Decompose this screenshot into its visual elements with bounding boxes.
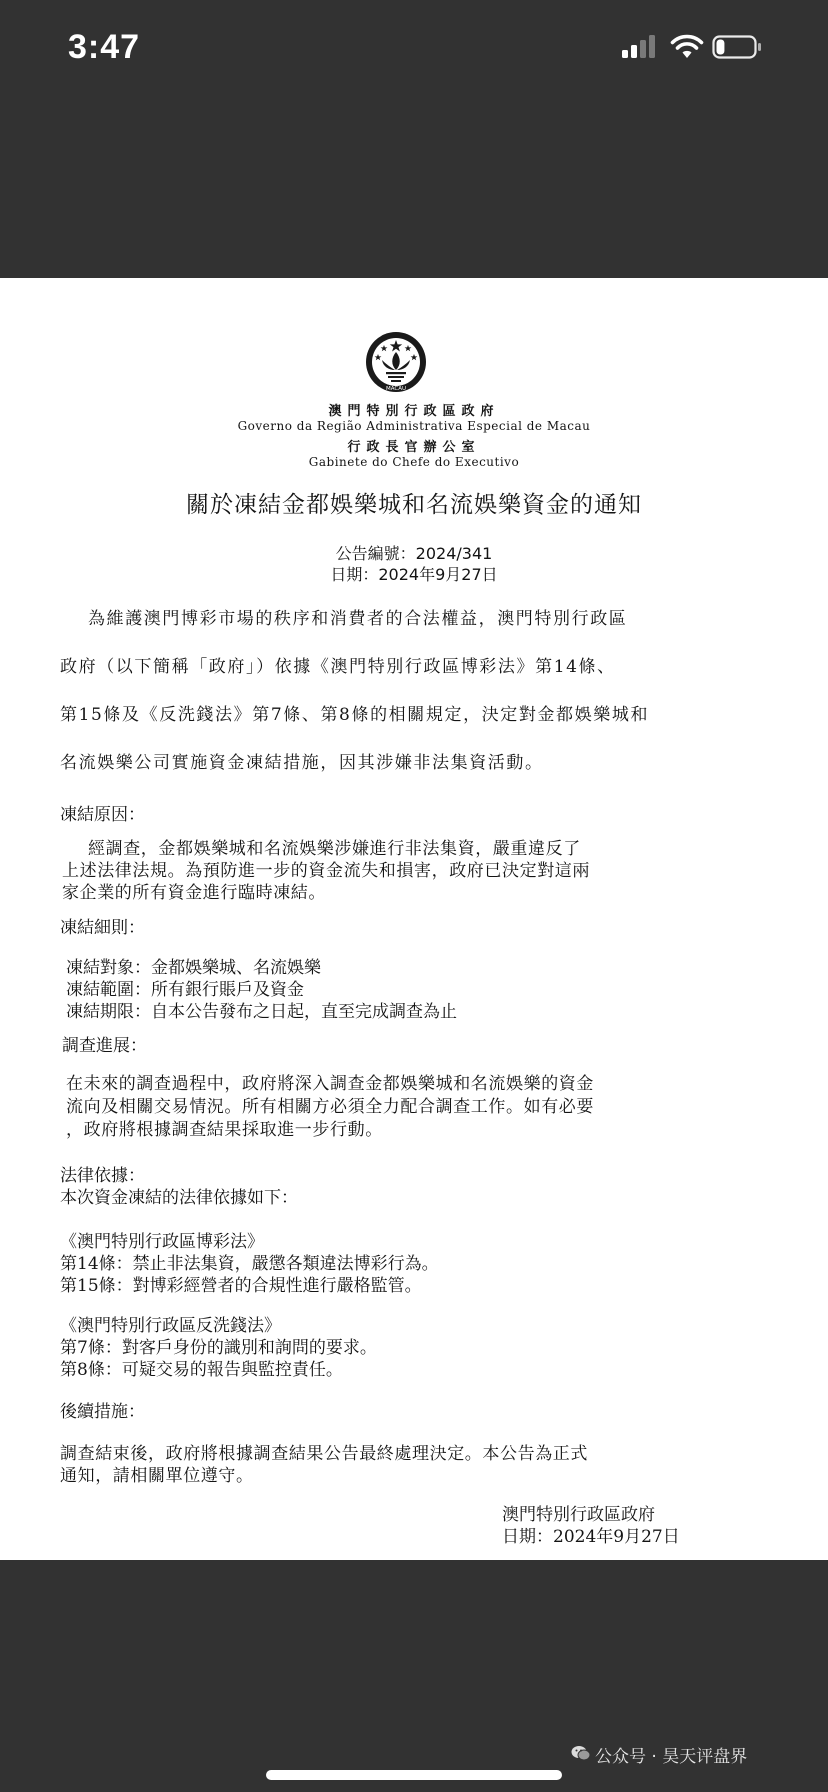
notice-document	[0, 278, 828, 1560]
aml-law-title: 《澳門特別行政區反洗錢法》	[60, 1316, 281, 1336]
details-heading: 凍結細則：	[60, 918, 145, 938]
aml-law-line: 第7條：對客戶身份的識別和詢問的要求。	[60, 1338, 377, 1358]
aml-law-line: 第8條：可疑交易的報告與監控責任。	[60, 1360, 343, 1380]
progress-line: 流向及相關交易情況。所有相關方必須全力配合調查工作。如有必要	[66, 1097, 594, 1117]
progress-heading: 調查進展：	[62, 1036, 147, 1056]
followup-line: 通知，請相關單位遵守。	[60, 1466, 254, 1486]
details-line: 凍結範圍：所有銀行賬戶及資金	[66, 980, 304, 1000]
gaming-law-line: 第15條：對博彩經營者的合規性進行嚴格監管。	[60, 1276, 422, 1296]
battery-icon	[712, 34, 762, 60]
details-line: 凍結對象：金都娛樂城、名流娛樂	[66, 958, 321, 978]
header-region-zh: 澳門特別行政區政府	[328, 404, 500, 419]
header-region-pt: Governo da Região Administrativa Especial de Macau	[237, 419, 591, 433]
gaming-law-title: 《澳門特別行政區博彩法》	[60, 1232, 264, 1252]
notice-date: 日期：2024年9月27日	[330, 565, 498, 584]
reason-line: 經調查，金都娛樂城和名流娛樂涉嫌進行非法集資，嚴重違反了	[88, 839, 581, 859]
status-bar	[0, 0, 828, 100]
macau-emblem-icon	[364, 330, 428, 396]
intro-line: 第15條及《反洗錢法》第7條、第8條的相關規定，決定對金都娛樂城和	[60, 705, 650, 725]
battery-level-fill	[717, 40, 725, 55]
notice-number: 公告編號：2024/341	[335, 544, 493, 563]
reason-heading: 凍結原因：	[60, 805, 145, 825]
intro-line: 政府（以下簡稱「政府」）依據《澳門特別行政區博彩法》第14條、	[60, 657, 616, 677]
header-office-pt: Gabinete do Chefe do Executivo	[308, 455, 520, 469]
followup-line: 調查結束後，政府將根據調查結果公告最終處理決定。本公告為正式	[60, 1444, 588, 1464]
emblem-label: MACAU	[385, 386, 407, 392]
intro-line: 名流娛樂公司實施資金凍結措施，因其涉嫌非法集資活動。	[60, 753, 544, 773]
status-time: 3:47	[68, 28, 141, 66]
signature-date: 日期：2024年9月27日	[502, 1527, 680, 1547]
intro-line: 為維護澳門博彩市場的秩序和消費者的合法權益，澳門特別行政區	[88, 609, 628, 629]
details-line: 凍結期限：自本公告發布之日起，直至完成調查為止	[66, 1002, 457, 1022]
watermark: 公众号 · 昊天评盘界	[595, 1747, 748, 1767]
page-title: 關於凍結金都娛樂城和名流娛樂資金的通知	[186, 492, 642, 518]
progress-line: 在未來的調查過程中，政府將深入調查金都娛樂城和名流娛樂的資金	[66, 1074, 594, 1094]
legal-heading: 法律依據：	[60, 1166, 145, 1186]
home-indicator[interactable]	[266, 1770, 562, 1780]
cellular-signal-icon	[622, 34, 660, 60]
reason-line: 家企業的所有資金進行臨時凍結。	[62, 883, 326, 903]
gaming-law-line: 第14條：禁止非法集資，嚴懲各類違法博彩行為。	[60, 1254, 439, 1274]
wechat-icon	[571, 1745, 591, 1761]
signature-issuer: 澳門特別行政區政府	[502, 1505, 655, 1525]
reason-line: 上述法律法規。為預防進一步的資金流失和損害，政府已決定對這兩	[62, 861, 590, 881]
followup-heading: 後續措施：	[60, 1402, 145, 1422]
wifi-icon	[670, 34, 704, 60]
progress-line: ，政府將根據調查結果採取進一步行動。	[66, 1120, 383, 1140]
legal-intro: 本次資金凍結的法律依據如下：	[60, 1188, 298, 1208]
header-office-zh: 行政長官辦公室	[347, 440, 481, 455]
